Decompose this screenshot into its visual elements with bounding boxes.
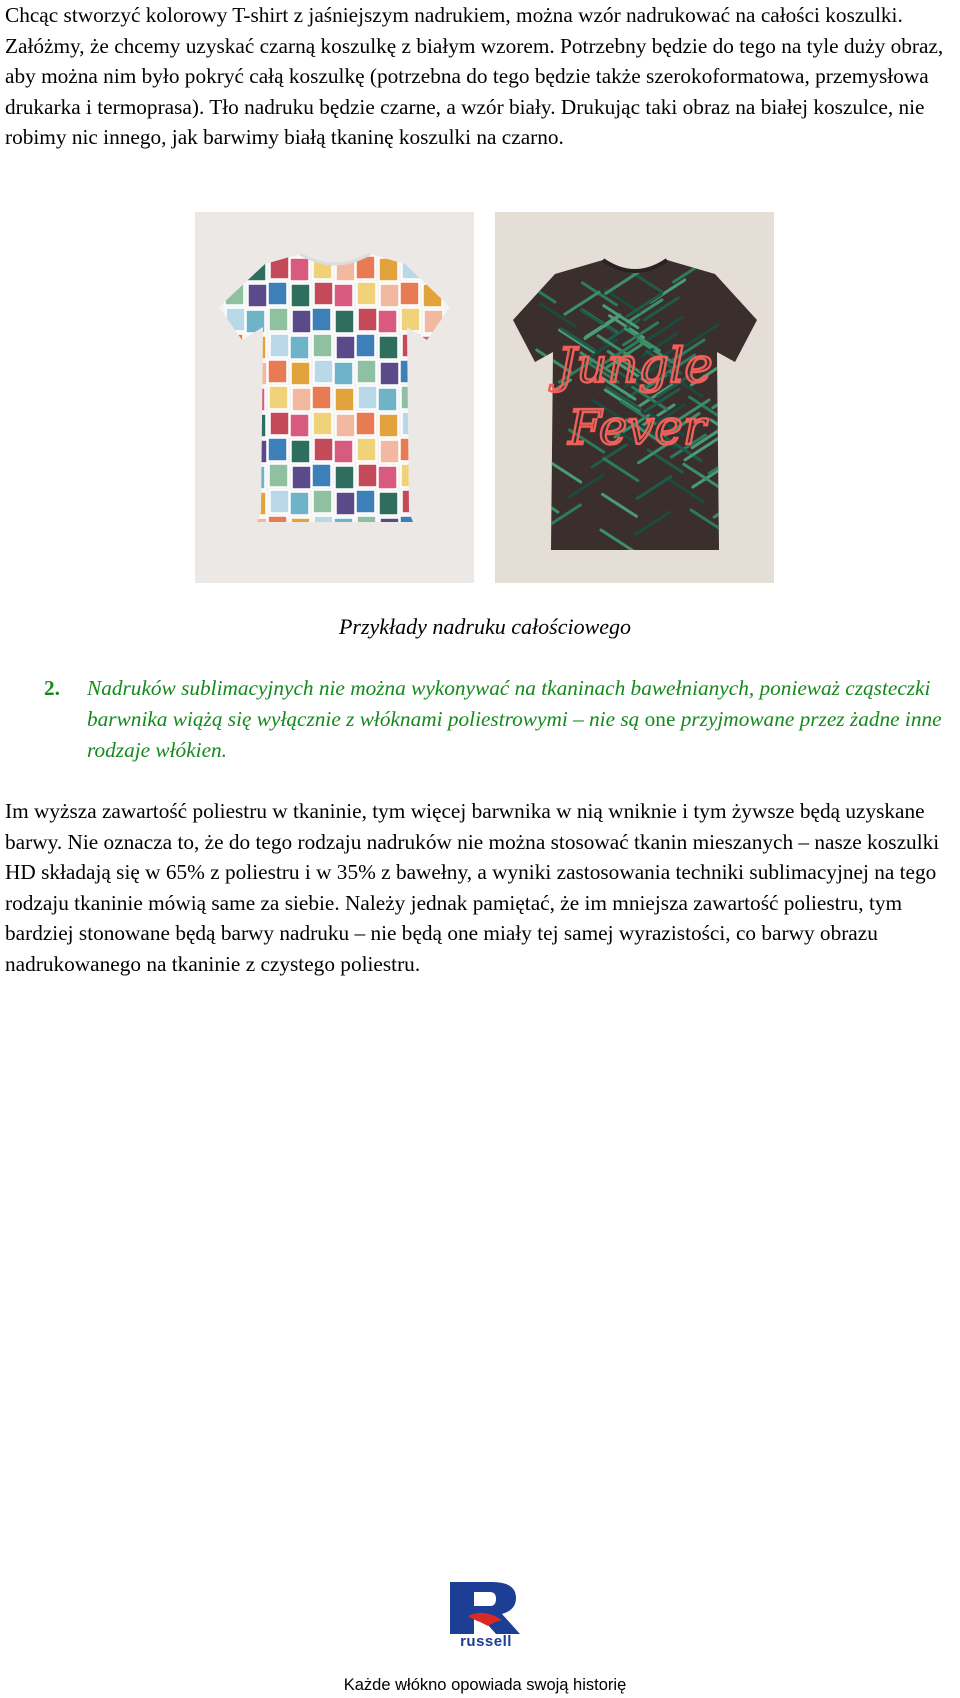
collage-tile — [268, 438, 287, 461]
list-text-part-b: one — [644, 706, 676, 731]
collage-tile — [401, 308, 420, 331]
collage-tile — [356, 412, 375, 435]
collage-tile — [312, 308, 331, 331]
collage-tile — [269, 386, 288, 409]
collage-tile — [290, 492, 309, 515]
collage-tile — [358, 386, 377, 409]
collage-tshirt-photo — [195, 212, 474, 583]
collage-tile — [336, 336, 355, 359]
collage-tile — [379, 492, 398, 515]
collage-tile — [268, 360, 287, 383]
collage-tile — [357, 282, 376, 305]
collage-tile — [291, 440, 310, 463]
list-item-2 — [44, 673, 944, 765]
collage-tile — [378, 388, 397, 411]
collage-tile — [290, 336, 309, 359]
collage-tile — [312, 464, 331, 487]
collage-tile — [379, 258, 398, 281]
footer-slogan: Każde włókno opowiada swoją historię — [343, 1676, 627, 1694]
collage-tile — [378, 310, 397, 333]
collage-tshirt-image — [195, 212, 474, 583]
collage-tile — [270, 490, 289, 513]
collage-tile — [248, 284, 267, 307]
collage-tile — [334, 440, 353, 463]
russell-wordmark: russell — [460, 1633, 512, 1650]
collage-tile — [292, 388, 311, 411]
list-number: 2. — [44, 676, 60, 700]
collage-tile — [356, 334, 375, 357]
collage-tile — [335, 466, 354, 489]
collage-tile — [290, 414, 309, 437]
russell-logo-icon — [446, 1578, 526, 1638]
collage-tile — [291, 284, 310, 307]
collage-tile — [314, 282, 333, 305]
collage-tile — [270, 412, 289, 435]
collage-tile — [292, 310, 311, 333]
collage-tile — [313, 412, 332, 435]
collage-tile — [314, 438, 333, 461]
collage-tile — [336, 414, 355, 437]
collage-tile — [268, 282, 287, 305]
list-text-part-c: przyjmowane przez żadne inne rodzaje włókien. — [87, 706, 942, 762]
collage-tile — [292, 466, 311, 489]
collage-tile — [270, 334, 289, 357]
list-text-part-a: Nadruków sublimacyjnych nie można wykonywać na tkaninach bawełnianych, ponieważ cząsteczki barwnika wiążą się wyłącznie z włóknami poliestrowymi – nie są — [87, 676, 931, 731]
collage-tile — [380, 284, 399, 307]
collage-tile — [269, 308, 288, 331]
collage-tile — [336, 492, 355, 515]
polyester-paragraph: Im wyższa zawartość poliestru w tkaninie, tym więcej barwnika w nią wniknie i tym żywsze będą uzyskane barwy. Nie oznacza to, że do tego rodzaju nadruków nie można stosować tkanin mieszanych – nasze koszulki HD składają się w 65% z poliestru i w 35% z bawełny, a wyniki zastosowania techniki sublimacyjnej na tego rodzaju tkaninie mówią same za siebie. Należy jednak pamiętać, że im mniejsza zawartość poliestru, tym bardziej stonowane będą barwy nadruku – nie będą one miały tej samej wyrazistości, co barwy obrazu nadrukowanego na tkaninie z czystego poliestru. — [5, 799, 940, 976]
collage-tile — [313, 490, 332, 513]
collage-tile — [379, 414, 398, 437]
intro-paragraph: Chcąc stworzyć kolorowy T-shirt z jaśniejszym nadrukiem, można wzór nadrukować na całości koszulki. Załóżmy, że chcemy uzyskać czarną koszulkę z białym wzorem. Potrzebny będzie do tego na tyle duży obraz, aby można nim było pokryć całą koszulkę (potrzebna do tego będzie także szerokoformatowa, przemysłowa drukarka i termoprasa). Tło nadruku będzie czarne, a wzór biały. Drukując taki obraz na białej koszulce, nie robimy nic innego, jak barwimy białą tkaninę koszulki na czarno. — [5, 3, 944, 150]
jungle-print-text: Jungle — [557, 338, 713, 394]
list-item-text — [44, 673, 944, 765]
collage-tile — [291, 362, 310, 385]
jungle-fever-tshirt-image — [495, 212, 774, 583]
collage-tile — [334, 284, 353, 307]
jungle-fever-tshirt-photo — [495, 212, 774, 583]
collage-tile — [314, 360, 333, 383]
collage-tile — [379, 336, 398, 359]
collage-tile — [335, 388, 354, 411]
collage-tile — [313, 334, 332, 357]
collage-tile — [335, 310, 354, 333]
collage-tile — [312, 386, 331, 409]
collage-tile — [269, 464, 288, 487]
collage-tile — [400, 282, 419, 305]
collage-tile — [380, 440, 399, 463]
fever-print-text: Fever — [568, 400, 706, 456]
collage-tile — [378, 466, 397, 489]
collage-tile — [290, 258, 309, 281]
collage-tile — [358, 464, 377, 487]
collage-tile — [356, 490, 375, 513]
collage-tile — [334, 362, 353, 385]
collage-tile — [380, 362, 399, 385]
figure-caption: Przykłady nadruku całościowego — [338, 614, 632, 639]
collage-tile — [358, 308, 377, 331]
collage-tile — [357, 438, 376, 461]
collage-tile — [357, 360, 376, 383]
